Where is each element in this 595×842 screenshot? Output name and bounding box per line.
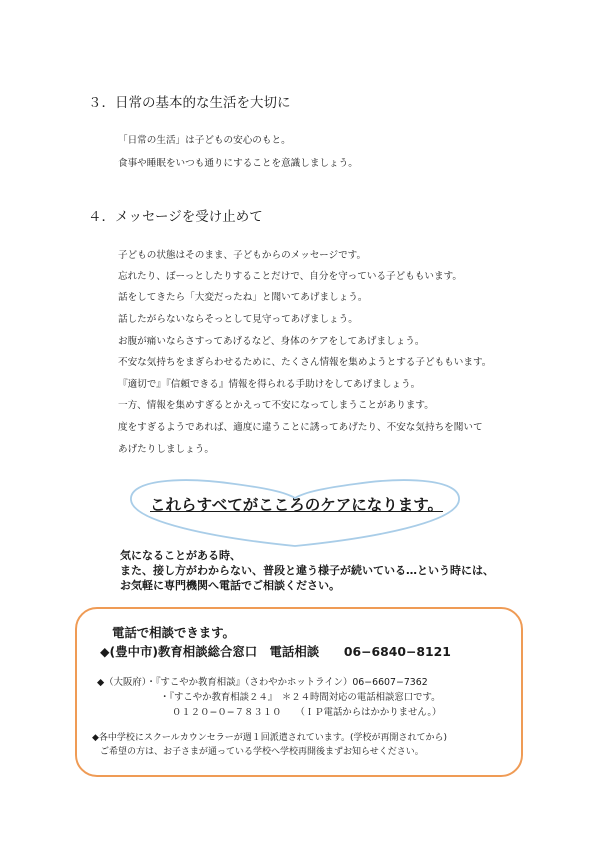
osaka-consult-line-2: ・『すこやか教育相談２４』 ＊２４時間対応の電話相談窓口です。 bbox=[160, 692, 441, 703]
section4-line-7: 『適切で』『信頼できる』情報を得られる手助けをしてあげましょう。 bbox=[118, 379, 421, 390]
section4-line-4: 話したがらないならそっとして見守ってあげましょう。 bbox=[118, 314, 358, 325]
consult-note-line-2: また、接し方がわからない、普段と違う様子が続いている…という時には、 bbox=[120, 564, 494, 577]
section4-line-3: 話をしてきたら「大変だったね」と聞いてあげましょう。 bbox=[118, 292, 368, 303]
section4-line-9: 度をすぎるようであれば、適度に違うことに誘ってあげたり、不安な気持ちを聞いて bbox=[118, 422, 483, 433]
section4-heading: ４．メッセージを受け止めて bbox=[88, 209, 263, 225]
heart-message: これらすべてがこころのケアになります。 bbox=[150, 496, 443, 514]
counselor-line-2: ご希望の方は、お子さまが通っている学校へ学校再開後まずお知らせください。 bbox=[100, 747, 424, 757]
consult-note-line-1: 気になることがある時、 bbox=[120, 549, 241, 562]
section3-heading: ３．日常の基本的な生活を大切に bbox=[88, 95, 291, 111]
osaka-consult-line-1: ◆（大阪府）・『すこやか教育相談』（さわやかホットライン）06−6607−7362 bbox=[97, 677, 428, 688]
toyonaka-consult-line: ◆(豊中市)教育相談総合窓口 電話相談 06−6840−8121 bbox=[100, 644, 451, 659]
section3-line-1: 「日常の生活」は子どもの安心のもと。 bbox=[118, 135, 291, 146]
section4-line-2: 忘れたり、ぼーっとしたりすることだけで、自分を守っている子どももいます。 bbox=[118, 271, 463, 282]
section4-line-10: あげたりしましょう。 bbox=[118, 444, 214, 455]
section4-line-8: 一方、情報を集めすぎるとかえって不安になってしまうことがあります。 bbox=[118, 400, 434, 411]
section3-line-2: 食事や睡眠をいつも通りにすることを意識しましょう。 bbox=[118, 158, 358, 169]
counselor-line-1: ◆各中学校にスクールカウンセラーが週１回派遣されています。(学校が再開されてから) bbox=[92, 733, 448, 743]
section4-line-6: 不安な気持ちをまぎらわせるために、たくさん情報を集めようとする子どももいます。 bbox=[118, 357, 492, 368]
osaka-consult-line-3: ０１２０−０−７８３１０ （ＩＰ電話からはかかりません。） bbox=[172, 707, 442, 718]
consult-note-line-3: お気軽に専門機関へ電話でご相談ください。 bbox=[120, 579, 340, 592]
section4-line-5: お腹が痛いならさすってあげるなど、身体のケアをしてあげましょう。 bbox=[118, 336, 425, 347]
section4-line-1: 子どもの状態はそのまま、子どもからのメッセージです。 bbox=[118, 250, 367, 261]
contact-box-title: 電話で相談できます。 bbox=[112, 625, 235, 640]
